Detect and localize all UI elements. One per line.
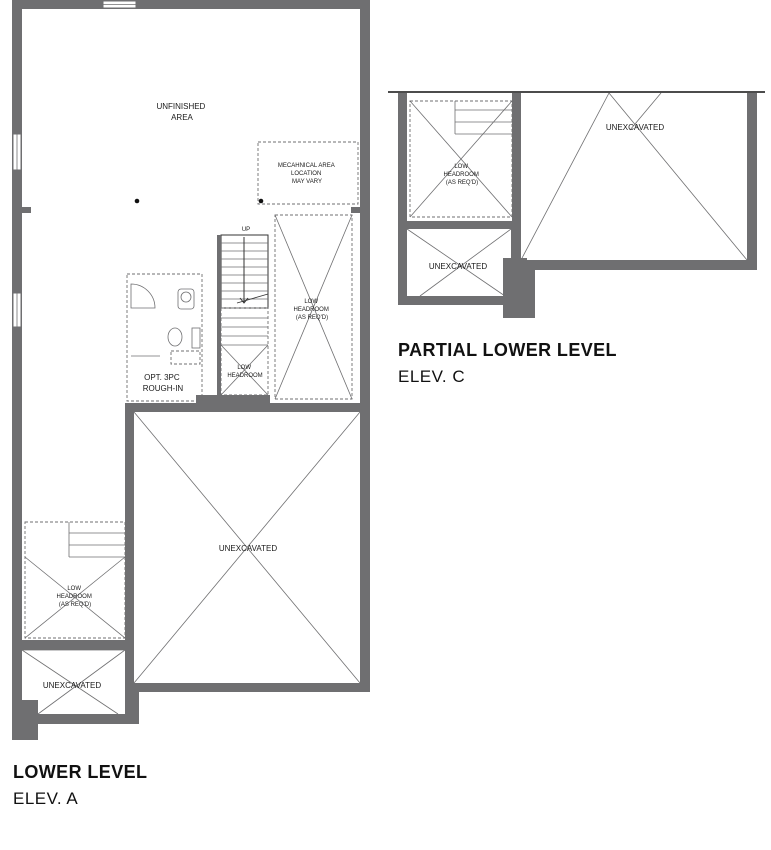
partial-lower-level-caption bbox=[398, 340, 617, 387]
low-headroom-right-line-2: HEADROOM bbox=[293, 307, 329, 313]
unfinished-area-line-1: UNFINISHED bbox=[156, 102, 206, 111]
partial-low-headroom-line-2: HEADROOM bbox=[443, 172, 479, 178]
partial-low-headroom-line-1: LOW bbox=[454, 164, 468, 170]
low-headroom-stair-line-1: LOW bbox=[237, 365, 251, 371]
low-headroom-right-line-1: LOW bbox=[304, 299, 318, 305]
mechanical-area-line-2: LOCATION bbox=[291, 171, 322, 177]
stair-up-label: UP bbox=[241, 227, 251, 233]
low-headroom-stair-line-2: HEADROOM bbox=[227, 373, 263, 379]
partial-unexcavated-right-label: UNEXCAVATED bbox=[605, 123, 665, 132]
unfinished-area-line-2: AREA bbox=[171, 113, 193, 122]
lower-level-plan bbox=[12, 0, 370, 740]
low-headroom-left-line-1: LOW bbox=[67, 586, 81, 592]
bathroom-rough-in-line-1: OPT. 3PC bbox=[144, 373, 180, 382]
partial-unexcavated-right-room bbox=[521, 93, 747, 260]
partial-unexcavated-small-label: UNEXCAVATED bbox=[428, 262, 488, 271]
partial-low-headroom-line-3: (AS REQ'D) bbox=[445, 180, 479, 186]
column-point-left bbox=[135, 199, 140, 204]
partial-lower-level-plan bbox=[388, 92, 765, 318]
lower-level-title: LOWER LEVEL bbox=[13, 762, 148, 782]
lower-level-subtitle: ELEV. A bbox=[13, 789, 79, 808]
mechanical-area-line-3: MAY VARY bbox=[292, 179, 322, 185]
partial-lower-level-subtitle: ELEV. C bbox=[398, 367, 466, 386]
bathroom-rough-in-line-2: ROUGH-IN bbox=[142, 384, 184, 393]
low-headroom-left-line-3: (AS REQ'D) bbox=[58, 602, 92, 608]
column-point-right bbox=[259, 199, 264, 204]
partial-lower-level-title: PARTIAL LOWER LEVEL bbox=[398, 340, 617, 360]
low-headroom-right-line-3: (AS REQ'D) bbox=[295, 315, 329, 321]
mechanical-area-line-1: MECAHNICAL AREA bbox=[277, 163, 335, 169]
unexcavated-small-label: UNEXCAVATED bbox=[42, 681, 102, 690]
low-headroom-left-line-2: HEADROOM bbox=[56, 594, 92, 600]
lower-level-caption bbox=[13, 762, 147, 809]
unexcavated-large-label: UNEXCAVATED bbox=[218, 544, 278, 553]
